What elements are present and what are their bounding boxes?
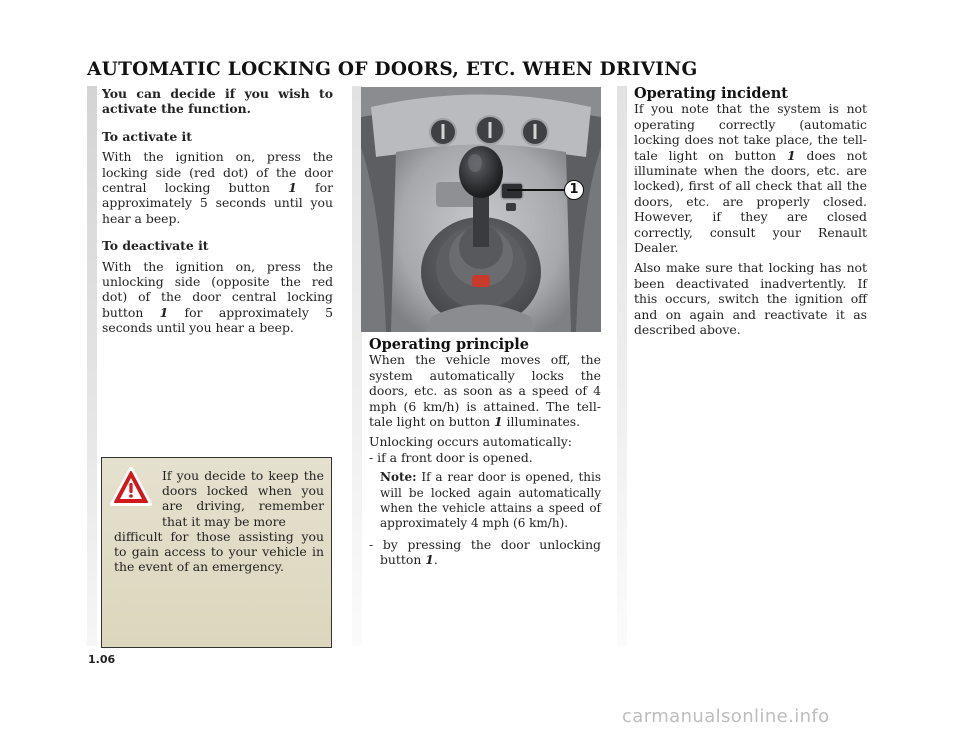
warning-box <box>101 457 332 648</box>
unlock-intro: Unlocking occurs automatically: <box>369 434 572 450</box>
list-item: - by pressing the door unlocking button 1. <box>369 536 601 568</box>
activate-heading: To activate it <box>102 128 192 144</box>
callout-label: 1 <box>564 180 584 200</box>
deactivation-check-text: Also make sure that locking has not been deactivated inadvertently. If this occurs, switch the ignition off and on again and reactivate it as described above. <box>634 260 867 338</box>
operating-principle-text: When the vehicle moves off, the system automatically locks the doors, etc. as soon as a speed of 4 mph (6 km/h) is attained. The tell-tale light on button 1 illuminates. <box>369 352 601 430</box>
gearshift-photo <box>361 87 601 332</box>
deactivate-heading: To deactivate it <box>102 238 209 254</box>
column-rule <box>617 86 627 646</box>
column-left <box>102 86 333 336</box>
operating-incident-text: If you note that the system is not operating correctly (automatic locking does not take place, the tell-tale light on button 1 does not illuminate when the doors, etc. are locked), first of all check that all the doors, etc. are properly closed. However, if they are closed correctly, consult your Renault Dealer. <box>634 101 867 256</box>
deactivate-text: With the ignition on, press the unlocking side (opposite the red dot) of the door central locking button 1 for approximately 5 seconds until you hear a beep. <box>102 258 334 336</box>
column-right <box>634 86 867 338</box>
page-title: AUTOMATIC LOCKING OF DOORS, ETC. WHEN DRIVING <box>87 59 698 80</box>
operating-principle-heading: Operating principle <box>369 336 530 353</box>
activate-text: With the ignition on, press the locking side (red dot) of the door central locking button 1 for approximately 5 seconds until you hear a beep. <box>102 149 333 226</box>
operating-incident-heading: Operating incident <box>634 85 788 102</box>
callout-line <box>507 189 565 191</box>
column-middle <box>369 337 601 568</box>
column-rule <box>87 86 97 646</box>
watermark: carmanualsonline.info <box>622 706 830 727</box>
warning-text: If you decide to keep the doors locked when you are driving, remember that it may be more difficult for those assisting you to gain access to your vehicle in the event of an emergency. <box>114 468 324 575</box>
list-item: - if a front door is opened. <box>369 449 533 465</box>
page-number: 1.06 <box>88 653 116 666</box>
intro-text: You can decide if you wish to activate the function. <box>102 86 333 117</box>
note-text: Note: If a rear door is opened, this will be locked again automatically when the vehicle attains a speed of approximately 4 mph (6 km/h). <box>380 470 601 531</box>
